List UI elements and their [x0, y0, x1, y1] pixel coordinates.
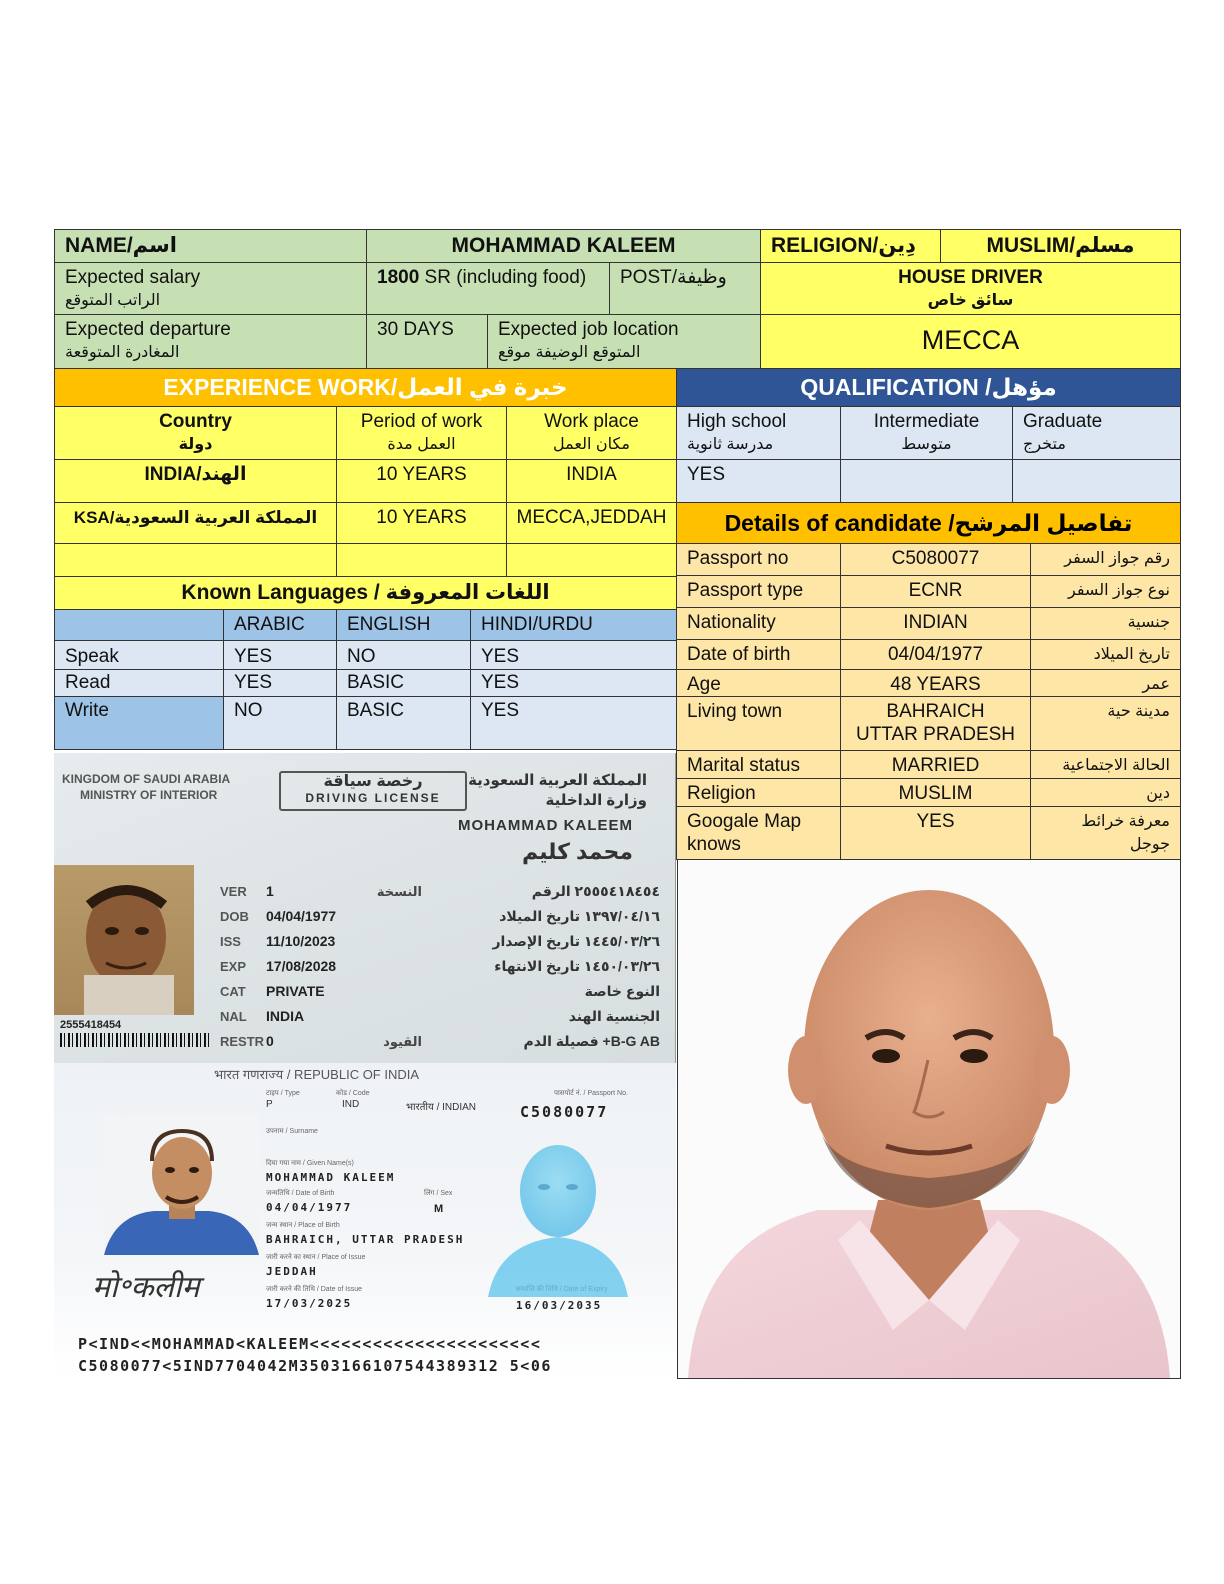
passport-ghost-face-icon: [458, 1127, 658, 1297]
lang-read-hindi: [470, 669, 677, 697]
passport-doe: 16/03/2035: [516, 1299, 603, 1312]
detail-arabic-label: [1030, 607, 1181, 640]
exp-row-1-place: [506, 502, 677, 544]
lang-col-english: [336, 609, 471, 641]
detail-value: [840, 669, 1031, 697]
job-location-value-text: MECCA: [921, 325, 1020, 355]
license-field-row: [220, 929, 660, 954]
license-type-en: DRIVING LICENSE: [305, 791, 441, 805]
languages-title: [54, 576, 677, 610]
experience-title-text: EXPERIENCE WORK/خبرة في العمل: [163, 374, 568, 400]
qual-intermediate-en: Intermediate: [873, 411, 980, 432]
detail-value-text: YES: [916, 811, 955, 832]
lang-speak-hindi: [470, 640, 677, 670]
lang-row-write: [54, 696, 224, 750]
license-field-value: 04/04/1977: [266, 908, 337, 924]
passport-code-label: कोड / Code: [336, 1090, 370, 1097]
license-field-key: ISS: [220, 934, 241, 949]
name-value: [366, 229, 761, 263]
detail-ar-text: عمر: [1142, 676, 1170, 693]
qual-intermediate-value: [840, 459, 1013, 503]
qual-high-school-value: [676, 459, 841, 503]
license-holder-ar: محمد كليم: [521, 839, 633, 864]
name-label: [54, 229, 367, 263]
license-field-value: 17/08/2028: [266, 958, 337, 974]
qual-intermediate-ar: متوسط: [901, 436, 952, 453]
lang-row-read: [54, 669, 224, 697]
passport-type: P: [266, 1099, 273, 1110]
lang-read-label: Read: [65, 672, 111, 693]
exp-row-0-place: [506, 459, 677, 503]
detail-label-text: Date of birth: [687, 644, 791, 665]
departure-value: [366, 314, 488, 369]
exp-col-country: [54, 406, 337, 460]
detail-label: [676, 806, 841, 860]
qual-graduate-value: [1012, 459, 1181, 503]
passport-surname-label: उपनाम / Surname: [266, 1128, 318, 1135]
religion-label: [760, 229, 941, 263]
detail-value-text: BAHRAICH: [886, 701, 985, 722]
passport-ghost-photo: [458, 1127, 658, 1297]
license-field-ar-value: ١٤٤٥/٠٣/٢٦ تاريخ الإصدار: [492, 933, 660, 949]
candidate-portrait: [677, 859, 1181, 1379]
lang-write-label: Write: [65, 700, 109, 721]
detail-arabic-label: [1030, 778, 1181, 807]
passport-code: IND: [342, 1099, 360, 1110]
license-field-key: DOB: [220, 909, 249, 924]
exp-row-0-country-text: INDIA/الهند: [144, 464, 247, 485]
job-location-value: [760, 314, 1181, 369]
passport-photo-face-icon: [104, 1115, 259, 1255]
detail-label: [676, 750, 841, 779]
license-id-number: 2555418454: [60, 1019, 122, 1031]
passport-sex-label: लिंग / Sex: [424, 1190, 453, 1197]
license-kingdom-text: KINGDOM OF SAUDI ARABIA: [62, 772, 231, 786]
passport-sex: M: [434, 1203, 444, 1215]
exp-row-2-place: [506, 543, 677, 577]
lang-read-arabic: [223, 669, 337, 697]
lang-write-hindi: [470, 696, 677, 750]
detail-ar-text: دين: [1146, 785, 1170, 802]
detail-ar-text: جنسية: [1127, 614, 1170, 631]
salary-label: [54, 262, 367, 315]
passport-poi-label: जारी करने का स्थान / Place of Issue: [266, 1254, 366, 1261]
qualification-title-text: QUALIFICATION /مؤهل: [800, 374, 1057, 400]
detail-value-text-2: UTTAR PRADESH: [855, 724, 1016, 745]
languages-title-text: Known Languages / اللغات المعروفة: [181, 581, 550, 604]
passport-pob-label: जन्म स्थान / Place of Birth: [266, 1222, 340, 1229]
qual-graduate-en: Graduate: [1023, 411, 1103, 432]
qualification-title: [676, 368, 1181, 407]
detail-value-text: INDIAN: [903, 612, 968, 633]
passport-type-label: टाइप / Type: [266, 1090, 300, 1097]
name-value-text: MOHAMMAD KALEEM: [451, 234, 676, 257]
license-photo-face-icon: [54, 865, 194, 1015]
detail-label-text: Age: [687, 674, 721, 695]
license-field-key: EXP: [220, 959, 247, 974]
detail-value-text: 04/04/1977: [887, 644, 984, 665]
exp-col-period-en: Period of work: [360, 411, 483, 432]
detail-value: [840, 750, 1031, 779]
detail-label: [676, 607, 841, 640]
lang-write-hindi-text: YES: [481, 700, 520, 721]
detail-label: [676, 696, 841, 751]
passport-given-label: दिया गया नाम / Given Name(s): [266, 1160, 354, 1167]
detail-label-text: Marital status: [687, 755, 800, 776]
exp-col-place: [506, 406, 677, 460]
lang-write-english: [336, 696, 471, 750]
lang-read-arabic-text: YES: [234, 672, 273, 693]
passport-nationality: भारतीय / INDIAN: [406, 1102, 477, 1113]
exp-row-0-place-text: INDIA: [566, 464, 617, 485]
exp-row-1-country: [54, 502, 337, 544]
passport-pob: BAHRAICH, UTTAR PRADESH: [266, 1233, 465, 1246]
detail-value-text: ECNR: [908, 580, 963, 601]
passport-photo: [104, 1115, 259, 1255]
detail-value: [840, 778, 1031, 807]
license-field-row: [220, 954, 660, 979]
detail-value: [840, 543, 1031, 576]
license-barcode: [60, 1033, 210, 1047]
details-title-text: Details of candidate /تفاصيل المرشح: [724, 510, 1133, 536]
license-field-ar-value: ٢٥٥٥٤١٨٤٥٤ الرقم: [531, 883, 660, 899]
exp-col-period-ar: العمل مدة: [387, 436, 456, 453]
exp-row-1-place-text: MECCA,JEDDAH: [516, 507, 667, 528]
job-location-label-ar: المتوقع الوضيفة موقع: [498, 344, 641, 361]
detail-arabic-label: [1030, 639, 1181, 670]
passport-image: [54, 1063, 676, 1379]
lang-read-hindi-text: YES: [481, 672, 520, 693]
detail-ar-text: الحالة الاجتماعية: [1062, 757, 1170, 774]
post-value-ar: سائق خاص: [927, 292, 1014, 309]
job-location-label: [487, 314, 761, 369]
lang-speak-label: Speak: [65, 646, 119, 667]
detail-label: [676, 543, 841, 576]
passport-mrz-line2: C5080077<5IND7704042M3503166107544389312 5<06: [78, 1357, 552, 1375]
passport-number: C5080077: [520, 1103, 609, 1121]
detail-label-text: Living town: [687, 701, 783, 722]
license-type-box: [279, 771, 467, 811]
exp-col-place-ar: مكان العمل: [553, 436, 630, 453]
job-location-label-en: Expected job location: [498, 319, 679, 340]
lang-read-english-text: BASIC: [347, 672, 405, 693]
detail-value-text: 48 YEARS: [890, 674, 981, 695]
detail-ar-text: رقم جواز السفر: [1064, 550, 1170, 567]
experience-title: [54, 368, 677, 407]
lang-row-speak: [54, 640, 224, 670]
details-title: [676, 502, 1181, 544]
salary-amount: 1800: [377, 267, 420, 288]
departure-label-en: Expected departure: [65, 319, 231, 340]
passport-mrz: [78, 1333, 552, 1377]
detail-label-text: Religion: [687, 783, 756, 804]
exp-row-0-country: [54, 459, 337, 503]
passport-dob-label: जन्मतिथि / Date of Birth: [266, 1190, 335, 1197]
license-kingdom-ar: [468, 771, 647, 811]
license-field-key: CAT: [220, 984, 246, 999]
detail-ar-text: نوع جواز السفر: [1068, 582, 1170, 599]
detail-value: [840, 607, 1031, 640]
exp-col-country-ar: دولة: [178, 436, 213, 453]
qual-high-school-value-text: YES: [687, 464, 726, 485]
lang-col-skill: [54, 609, 224, 641]
lang-col-arabic: [223, 609, 337, 641]
exp-col-period: [336, 406, 507, 460]
passport-number-label: पासपोर्ट नं. / Passport No.: [554, 1090, 628, 1097]
post-value: [760, 262, 1181, 315]
license-kingdom-ar-text: المملكة العربية السعودية: [468, 772, 647, 789]
lang-speak-hindi-text: YES: [481, 646, 520, 667]
departure-value-text: 30 DAYS: [377, 319, 454, 340]
license-field-row: [220, 979, 660, 1004]
license-field-ar-label: القيود: [383, 1034, 422, 1049]
license-field-value: 0: [266, 1033, 274, 1049]
departure-label: [54, 314, 367, 369]
license-field-key: NAL: [220, 1009, 247, 1024]
license-field-ar-label: النسخة: [376, 884, 422, 899]
detail-label-text: Nationality: [687, 612, 776, 633]
passport-poi: JEDDAH: [266, 1265, 318, 1278]
license-fields: [220, 879, 660, 1054]
license-photo: [54, 865, 194, 1015]
name-label-text: NAME/اسم: [65, 234, 177, 257]
detail-value: [840, 575, 1031, 608]
detail-value: [840, 696, 1031, 751]
lang-write-arabic: [223, 696, 337, 750]
religion-label-text: RELIGION/دِين: [771, 234, 916, 257]
passport-given: MOHAMMAD KALEEM: [266, 1171, 396, 1184]
lang-col-english-text: ENGLISH: [347, 614, 431, 635]
license-field-ar-value: B-G AB+ فصيلة الدم: [523, 1033, 660, 1049]
post-label-text: POST/وظيفة: [620, 267, 727, 288]
passport-dob: 04/04/1977: [266, 1201, 353, 1214]
detail-ar-text: تاريخ الميلاد: [1093, 646, 1170, 663]
qual-col-high-school: [676, 406, 841, 460]
license-ministry-text: MINISTRY OF INTERIOR: [80, 788, 218, 802]
detail-arabic-label: [1030, 543, 1181, 576]
detail-label: [676, 575, 841, 608]
license-field-value: PRIVATE: [266, 983, 325, 999]
lang-col-hindi-text: HINDI/URDU: [481, 614, 593, 635]
license-type-ar: رخصة سياقة: [323, 773, 423, 790]
license-field-ar-value: ١٣٩٧/٠٤/١٦ تاريخ الميلاد: [499, 908, 660, 924]
license-kingdom: [62, 771, 230, 803]
license-field-key: RESTR: [220, 1034, 265, 1049]
salary-value: [366, 262, 610, 315]
exp-row-1-period-text: 10 YEARS: [376, 507, 467, 528]
passport-mrz-line1: P<IND<<MOHAMMAD<KALEEM<<<<<<<<<<<<<<<<<<<<<<: [78, 1335, 542, 1353]
qual-col-graduate: [1012, 406, 1181, 460]
lang-speak-english-text: NO: [347, 646, 376, 667]
lang-speak-english: [336, 640, 471, 670]
license-field-row: [220, 1029, 660, 1054]
detail-label-text: Passport no: [687, 548, 789, 569]
detail-label-text: Googale Map: [687, 811, 802, 832]
detail-ar-text: مدينة حية: [1107, 703, 1170, 720]
post-value-en: HOUSE DRIVER: [898, 267, 1043, 288]
exp-row-1-period: [336, 502, 507, 544]
passport-header: भारत गणराज्य / REPUBLIC OF INDIA: [214, 1067, 420, 1082]
exp-row-2-period: [336, 543, 507, 577]
detail-value-text: MUSLIM: [898, 783, 973, 804]
detail-arabic-label: [1030, 806, 1181, 860]
detail-label: [676, 639, 841, 670]
qual-graduate-ar: متخرج: [1023, 436, 1066, 453]
departure-label-ar: المغادرة المتوقعة: [65, 344, 180, 361]
license-field-ar-value: النوع خاصة: [584, 983, 660, 999]
exp-row-1-country-text: KSA/المملكة العربية السعودية: [73, 508, 318, 527]
exp-col-place-en: Work place: [544, 411, 639, 432]
exp-row-0-period: [336, 459, 507, 503]
license-field-row: [220, 1004, 660, 1029]
qual-high-school-ar: مدرسة ثانوية: [687, 436, 774, 453]
detail-arabic-label: [1030, 575, 1181, 608]
passport-doi-label: जारी करने की तिथि / Date of Issue: [266, 1286, 362, 1293]
license-ministry-ar-text: وزارة الداخلية: [545, 792, 647, 809]
lang-col-hindi: [470, 609, 677, 641]
driving-license-image: [54, 753, 676, 1063]
license-field-key: VER: [220, 884, 247, 899]
religion-value: [940, 229, 1181, 263]
salary-note: SR (including food): [419, 267, 587, 288]
lang-write-english-text: BASIC: [347, 700, 405, 721]
salary-label-ar: الراتب المتوقع: [65, 292, 161, 309]
detail-label-text: Passport type: [687, 580, 804, 601]
license-holder-en: MOHAMMAD KALEEM: [458, 817, 633, 834]
exp-row-2-country: [54, 543, 337, 577]
license-field-value: 11/10/2023: [266, 933, 336, 949]
license-field-row: [220, 904, 660, 929]
exp-col-country-en: Country: [159, 411, 232, 432]
lang-col-arabic-text: ARABIC: [234, 614, 305, 635]
qual-high-school-en: High school: [687, 411, 787, 432]
license-field-value: 1: [266, 883, 274, 899]
post-label: [609, 262, 761, 315]
detail-value-text: MARRIED: [891, 755, 980, 776]
candidate-portrait-face-icon: [678, 860, 1180, 1378]
passport-doi: 17/03/2025: [266, 1297, 353, 1310]
detail-label: [676, 778, 841, 807]
detail-label-text-2: knows: [687, 834, 741, 855]
lang-speak-arabic: [223, 640, 337, 670]
detail-arabic-label: [1030, 669, 1181, 697]
detail-value: [840, 639, 1031, 670]
salary-label-en: Expected salary: [65, 267, 201, 288]
qual-col-intermediate: [840, 406, 1013, 460]
passport-signature: मो॰कलीम: [92, 1270, 200, 1305]
detail-value-text: C5080077: [891, 548, 980, 569]
religion-value-text: MUSLIM/مسلم: [986, 234, 1135, 257]
exp-row-0-period-text: 10 YEARS: [376, 464, 467, 485]
license-field-row: [220, 879, 660, 904]
detail-arabic-label: [1030, 696, 1181, 751]
detail-arabic-label: [1030, 750, 1181, 779]
license-field-ar-value: الجنسية الهند: [568, 1008, 660, 1024]
license-field-ar-value: ١٤٥٠/٠٣/٢٦ تاريخ الانتهاء: [494, 958, 660, 974]
license-field-value: INDIA: [266, 1008, 305, 1024]
lang-speak-arabic-text: YES: [234, 646, 273, 667]
lang-write-arabic-text: NO: [234, 700, 263, 721]
detail-value: [840, 806, 1031, 860]
lang-read-english: [336, 669, 471, 697]
detail-label: [676, 669, 841, 697]
detail-ar-text: معرفة خرائط جوجل: [1081, 813, 1170, 853]
